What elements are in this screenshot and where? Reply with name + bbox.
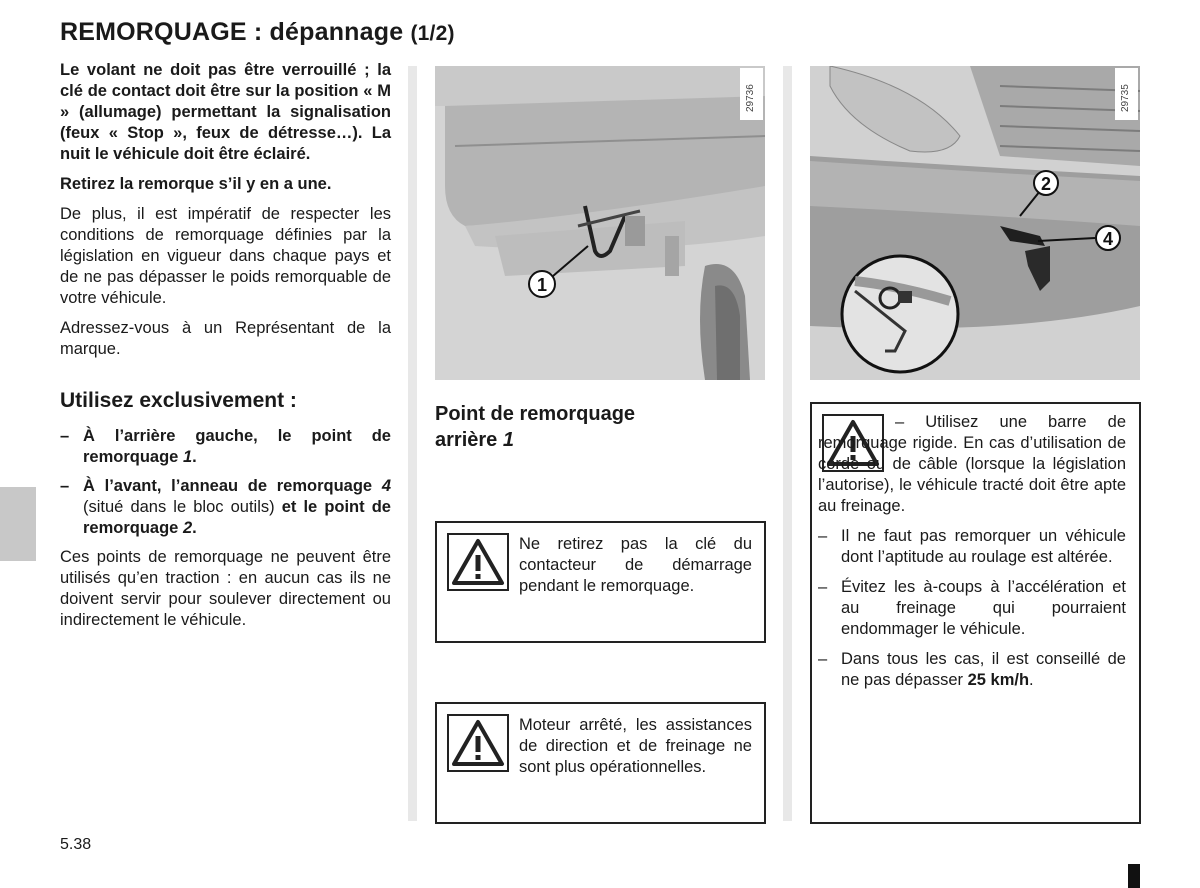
column-separator-right: [783, 66, 792, 821]
callout-1: 1: [536, 275, 548, 295]
rear-bumper-illustration: [435, 66, 765, 380]
warning-box-key: [435, 521, 766, 643]
front-bumper-illustration: [810, 66, 1140, 380]
paragraph-traction-only: Ces points de remorquage ne peuvent être utilisés qu’en traction : en aucun cas ils ne doivent servir pour soulever directement ou indirectement le véhicule.: [60, 548, 391, 629]
warning-text-key: Ne retirez pas la clé du contacteur de démarrage pendant le remorquage.: [519, 535, 752, 595]
warning-triangle-icon: [447, 714, 509, 772]
page-title-sub: (1/2): [410, 22, 455, 45]
item-punct: .: [192, 448, 197, 466]
tip-rigid-bar: – Utilisez une barre de remorquage rigide. En cas d’utilisation de corde ou de câble (lorsque la législation l’autorise), le véhicule tracté doit être apte au freinage.: [818, 413, 1126, 515]
tip-speed: 25 km/h: [967, 671, 1030, 689]
tip-text: Il ne faut pas remorquer un véhicule dont l’aptitude au roulage est altérée.: [841, 527, 1126, 566]
figure-code-rear: 29736: [745, 84, 756, 112]
figure-rear-tow-point: [435, 66, 765, 380]
item-text: À l’avant, l’anneau de remorquage: [83, 477, 382, 495]
paragraph-representative: Adressez-vous à un Représentant de la marque.: [60, 319, 391, 358]
list-item-front-ring: – À l’avant, l’anneau de remorquage 4 (situé dans le bloc outils) et le point de remorquage 2.: [60, 477, 391, 537]
tip-item-speed-limit: – Dans tous les cas, il est conseillé de ne pas dépasser 25 km/h.: [818, 650, 1126, 689]
callout-4: 4: [1102, 229, 1114, 249]
item-punct: .: [192, 519, 197, 537]
item-text-b: et le point de remorquage: [83, 498, 391, 537]
item-number: 4: [381, 477, 391, 495]
figure-front-tow-point: [810, 66, 1140, 380]
chapter-tab: [0, 487, 36, 561]
item-text: À l’arrière gauche, le point de remorquage: [83, 427, 391, 466]
heading-number: 1: [502, 429, 514, 451]
figure-code-front: 29735: [1120, 84, 1131, 112]
heading-rear-tow-point: [435, 401, 735, 453]
paragraph-steering-warning: Le volant ne doit pas être verrouillé ; la clé de contact doit être sur la position « M » (allumage) permettant la signalisation (feux « Stop », feux de détresse…). La nuit le véhicule doit être éclairé.: [60, 61, 391, 163]
tip-text: Évitez les à-coups à l’accélération et au freinage qui pourraient endommager le véhicule.: [841, 578, 1126, 638]
column-separator-left: [408, 66, 417, 821]
item-note: (situé dans le bloc outils): [83, 498, 282, 516]
page-title-main: REMORQUAGE : dépannage: [60, 18, 404, 46]
warning-box-engine-off: [435, 702, 766, 824]
list-item-rear-point: – À l’arrière gauche, le point de remorquage 1.: [60, 427, 391, 466]
item-number: 1: [182, 448, 193, 466]
column-1: [60, 60, 391, 640]
towing-tips-list: [818, 412, 1126, 700]
tip-item-damaged-vehicle: – Il ne faut pas remorquer un véhicule dont l’aptitude au roulage est altérée.: [818, 527, 1126, 566]
heading-line-2: arrière: [435, 429, 503, 451]
warning-text-engine-off: Moteur arrêté, les assistances de direction et de freinage ne sont plus opérationnelles.: [519, 716, 752, 776]
callout-2: 2: [1040, 174, 1052, 194]
paragraph-legislation: De plus, il est impératif de respecter les conditions de remorquage définies par la législation en vigueur dans chaque pays et de ne pas dépasser le poids remorquable de votre véhicule.: [60, 205, 391, 307]
tip-text: Dans tous les cas, il est conseillé de ne pas dépasser: [841, 650, 1126, 689]
tip-item-jerks: – Évitez les à-coups à l’accélération et au freinage qui pourraient endommager le véhicule.: [818, 578, 1126, 638]
tip-punct: .: [1029, 671, 1034, 689]
warning-triangle-icon: [447, 533, 509, 591]
paragraph-remove-trailer: Retirez la remorque s’il y en a une.: [60, 175, 332, 193]
page-number: 5.38: [60, 836, 92, 853]
heading-line-1: Point de remorquage: [435, 403, 636, 425]
section-title-exclusive: Utilisez exclusivement :: [60, 389, 297, 412]
page-title: [60, 18, 455, 47]
page-edge-marker: [1128, 864, 1140, 888]
item-number-2: 2: [182, 519, 193, 537]
